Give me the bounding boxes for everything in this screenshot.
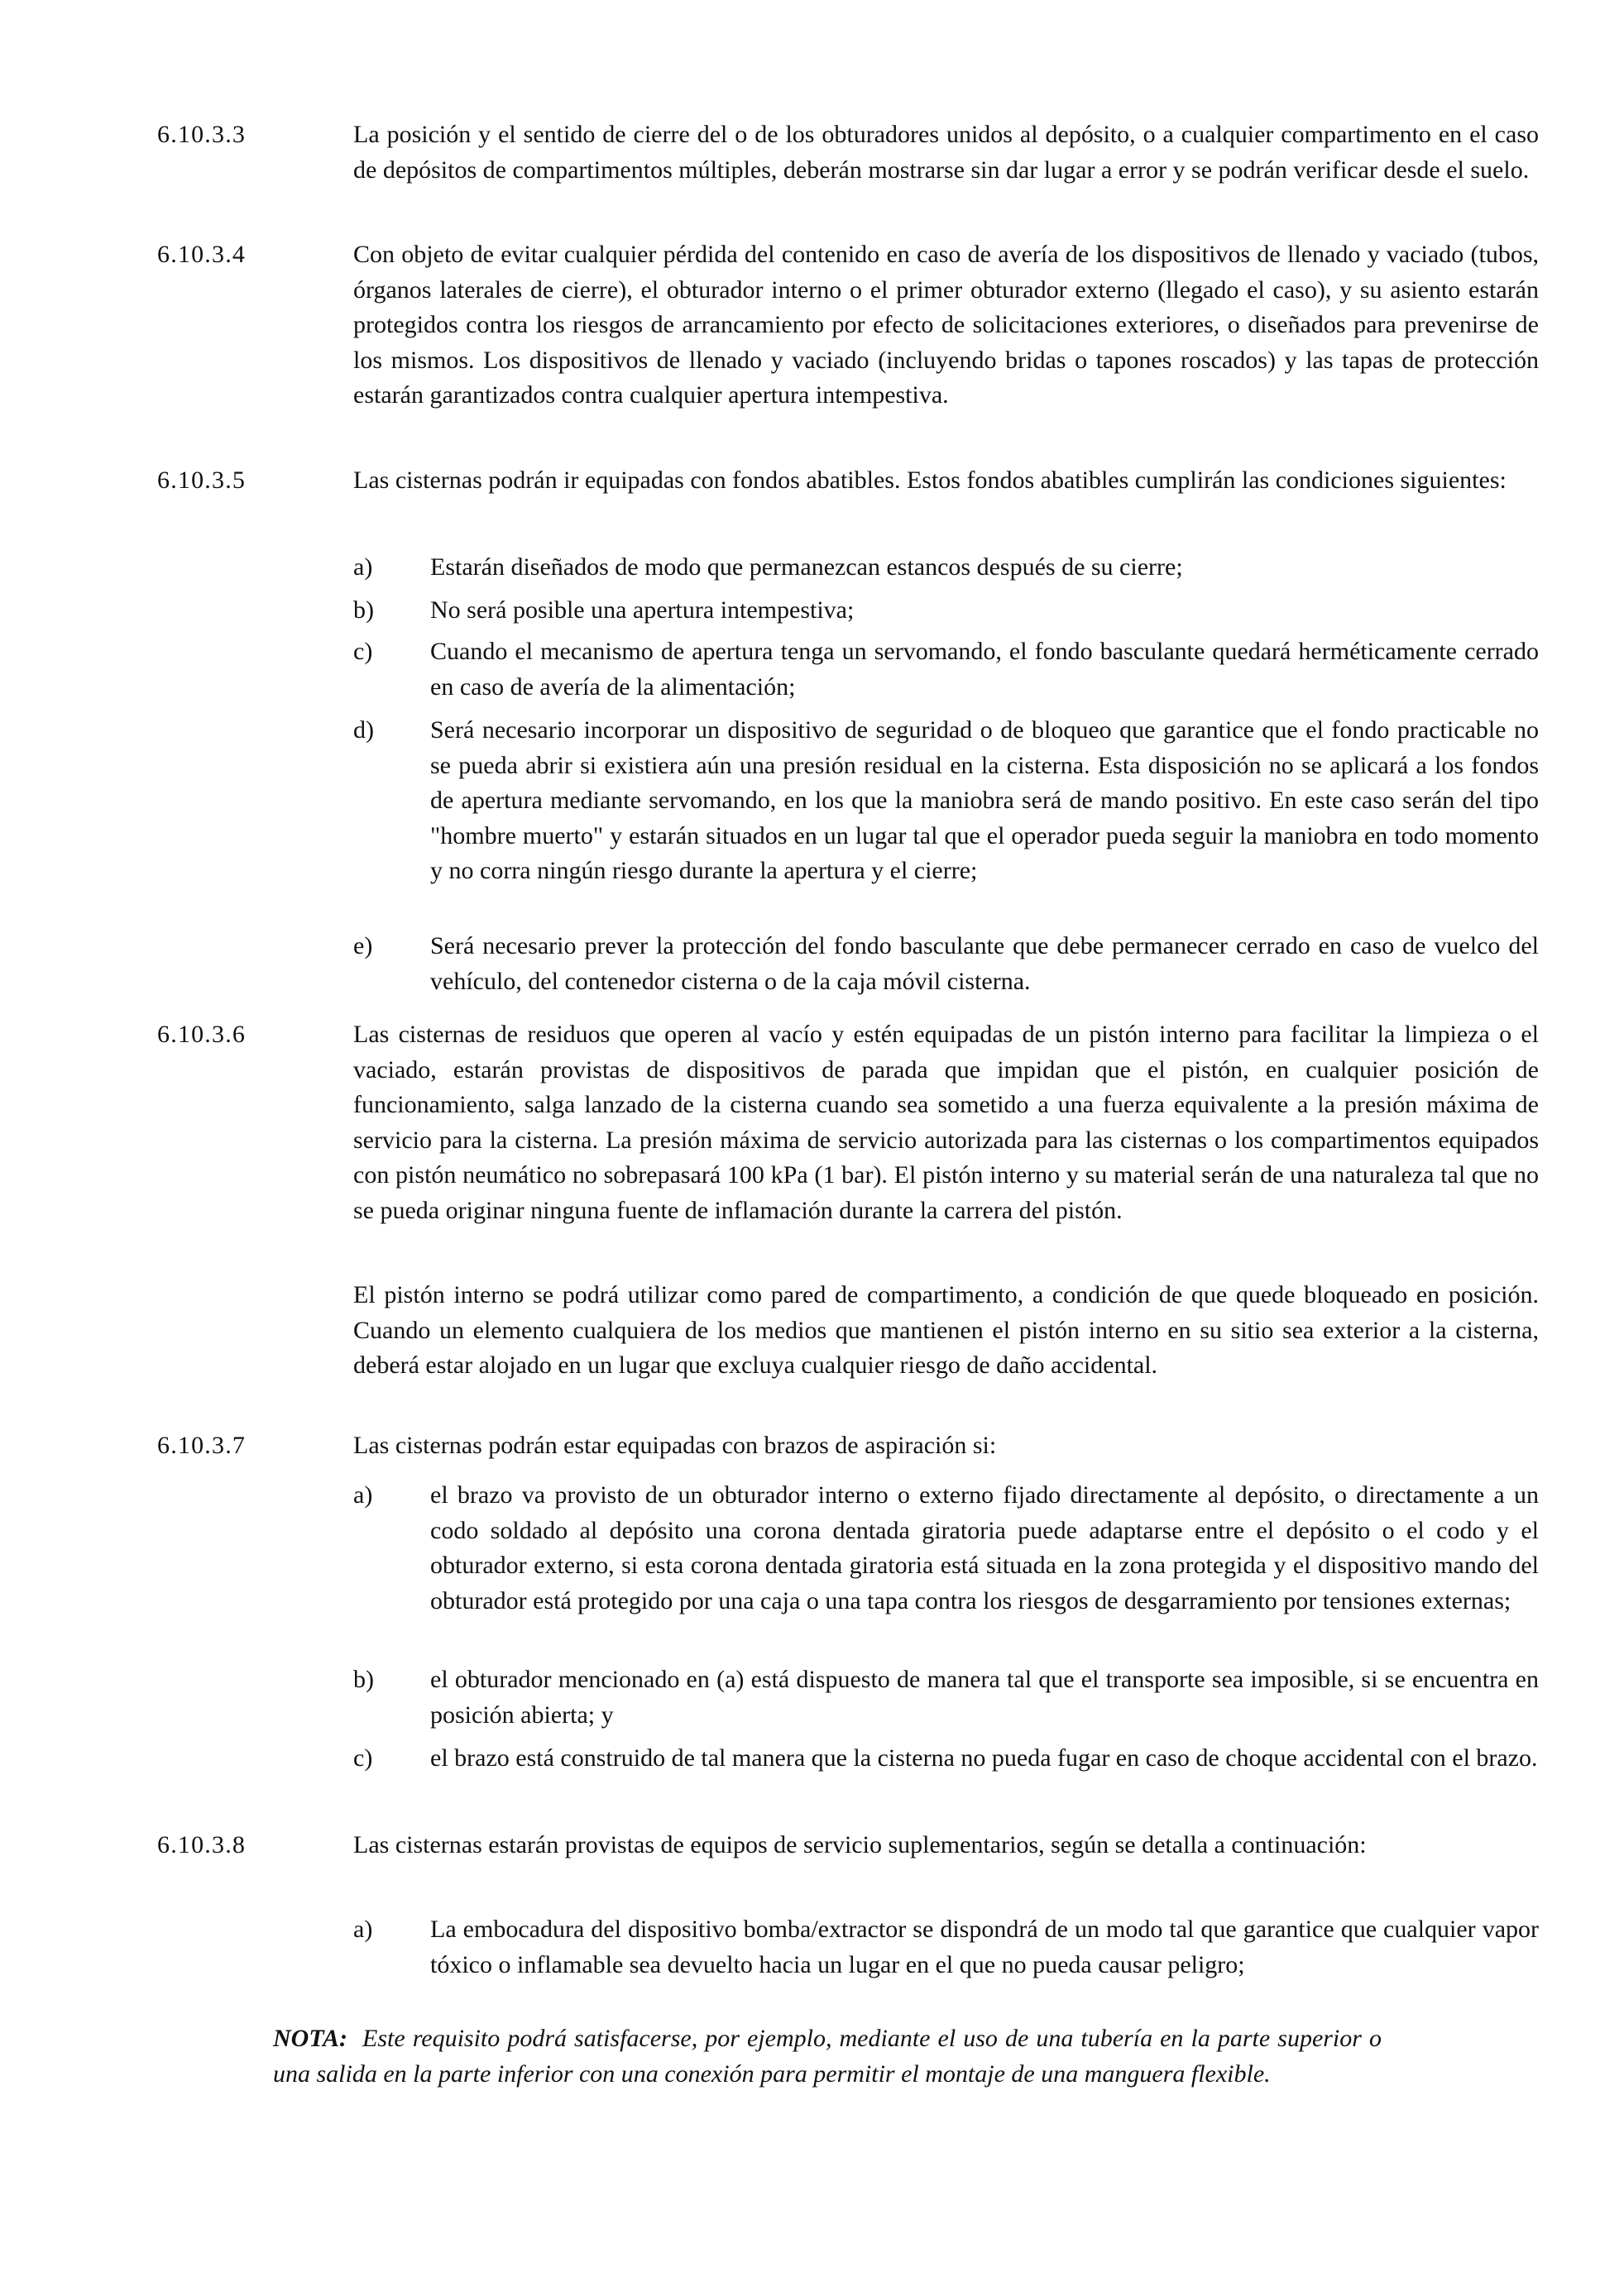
list-item-text: Será necesario prever la protección del fondo basculante que debe permanecer cerrado en caso de vuelco del vehículo, del contenedor cisterna o de la caja móvil cisterna.: [430, 932, 1539, 995]
list-item-text: La embocadura del dispositivo bomba/extractor se dispondrá de un modo tal que garantice que cualquier vapor tóxico o inflamable sea devuelto hacia un lugar en el que no pueda causar peligro;: [430, 1916, 1539, 1978]
list-item-label: e): [353, 932, 373, 959]
list-item-label: c): [353, 1744, 373, 1772]
note-label: NOTA:: [273, 2025, 347, 2052]
list-item-text: el brazo está construido de tal manera que la cisterna no pueda fugar en caso de choque accidental con el brazo.: [430, 1744, 1538, 1772]
note: [273, 2021, 1382, 2092]
list-item-text: No será posible una apertura intempestiva;: [430, 596, 855, 624]
section-number: 6.10.3.3: [157, 121, 247, 148]
section-number: 6.10.3.5: [157, 466, 247, 494]
section-paragraph: Las cisternas de residuos que operen al vacío y estén equipadas de un pistón interno para facilitar la limpieza o el vaciado, estarán provistas de dispositivos de parada que impidan que el pistón, en cualquier posición de funcionamiento, salga lanzado de la cisterna cuando sea sometido a una fuerza equivalente a la presión máxima de servicio para la cisterna. La presión máxima de servicio autorizada para las cisternas o los compartimentos equipados con pistón neumático no sobrepasará 100 kPa (1 bar). El pistón interno y su material serán de una naturaleza tal que no se pueda originar ninguna fuente de inflamación durante la carrera del pistón.: [353, 1021, 1539, 1224]
list-item-label: a): [353, 1481, 373, 1509]
list-item-label: b): [353, 1666, 374, 1693]
list-item-text: Será necesario incorporar un dispositivo de seguridad o de bloqueo que garantice que el fondo practicable no se pueda abrir si existiera aún una presión residual en la cisterna. Esta disposición no se aplicará a los fondos de apertura mediante servomando, en los que la maniobra será de mando positivo. En este caso serán del tipo "hombre muerto" y estarán situados en un lugar tal que el operador pueda seguir la maniobra en todo momento y no corra ningún riesgo durante la apertura y el cierre;: [430, 716, 1539, 884]
list-item-text: Cuando el mecanismo de apertura tenga un servomando, el fondo basculante quedará herméticamente cerrado en caso de avería de la alimentación;: [430, 638, 1539, 701]
list-item-label: a): [353, 553, 373, 581]
section-number: 6.10.3.6: [157, 1021, 247, 1048]
note-text: Este requisito podrá satisfacerse, por ejemplo, mediante el uso de una tubería en la parte superior o una salida en la parte inferior con una conexión para permitir el montaje de una manguera flexible.: [273, 2025, 1382, 2088]
section-paragraph: Con objeto de evitar cualquier pérdida del contenido en caso de avería de los dispositivos de llenado y vaciado (tubos, órganos laterales de cierre), el obturador interno o el primer obturador externo (llegado el caso), y su asiento estarán protegidos contra los riesgos de arrancamiento por efecto de solicitaciones exteriores, o diseñados para prevenirse de los mismos. Los dispositivos de llenado y vaciado (incluyendo bridas o tapones roscados) y las tapas de protección estarán garantizados contra cualquier apertura intempestiva.: [353, 241, 1539, 409]
list-item-text: el brazo va provisto de un obturador interno o externo fijado directamente al depósito, o directamente a un codo soldado al depósito una corona dentada giratoria puede adaptarse entre el depósito o el codo y el obturador externo, si esta corona dentada giratoria está situada en la zona protegida y el dispositivo mando del obturador está protegido por una caja o una tapa contra los riesgos de desgarramiento por tensiones externas;: [430, 1481, 1539, 1614]
section-number: 6.10.3.7: [157, 1432, 247, 1459]
section-paragraph: El pistón interno se podrá utilizar como pared de compartimento, a condición de que quede bloqueado en posición. Cuando un elemento cualquiera de los medios que mantienen el pistón interno en su sitio sea exterior a la cisterna, deberá estar alojado en un lugar que excluya cualquier riesgo de daño accidental.: [353, 1281, 1539, 1379]
list-item-label: b): [353, 596, 374, 624]
section-paragraph: Las cisternas estarán provistas de equipos de servicio suplementarios, según se detalla a continuación:: [353, 1831, 1367, 1858]
list-item-text: el obturador mencionado en (a) está dispuesto de manera tal que el transporte sea imposible, si se encuentra en posición abierta; y: [430, 1666, 1539, 1729]
section-paragraph: La posición y el sentido de cierre del o de los obturadores unidos al depósito, o a cualquier compartimento en el caso de depósitos de compartimentos múltiples, deberán mostrarse sin dar lugar a error y se podrán verificar desde el suelo.: [353, 121, 1539, 184]
section-number: 6.10.3.8: [157, 1831, 247, 1858]
list-item-label: c): [353, 638, 373, 665]
list-item-label: d): [353, 716, 374, 744]
list-item-label: a): [353, 1916, 373, 1943]
section-number: 6.10.3.4: [157, 241, 247, 268]
section-paragraph: Las cisternas podrán estar equipadas con brazos de aspiración si:: [353, 1432, 997, 1459]
list-item-text: Estarán diseñados de modo que permanezcan estancos después de su cierre;: [430, 553, 1183, 581]
section-paragraph: Las cisternas podrán ir equipadas con fondos abatibles. Estos fondos abatibles cumplirán las condiciones siguientes:: [353, 466, 1507, 494]
